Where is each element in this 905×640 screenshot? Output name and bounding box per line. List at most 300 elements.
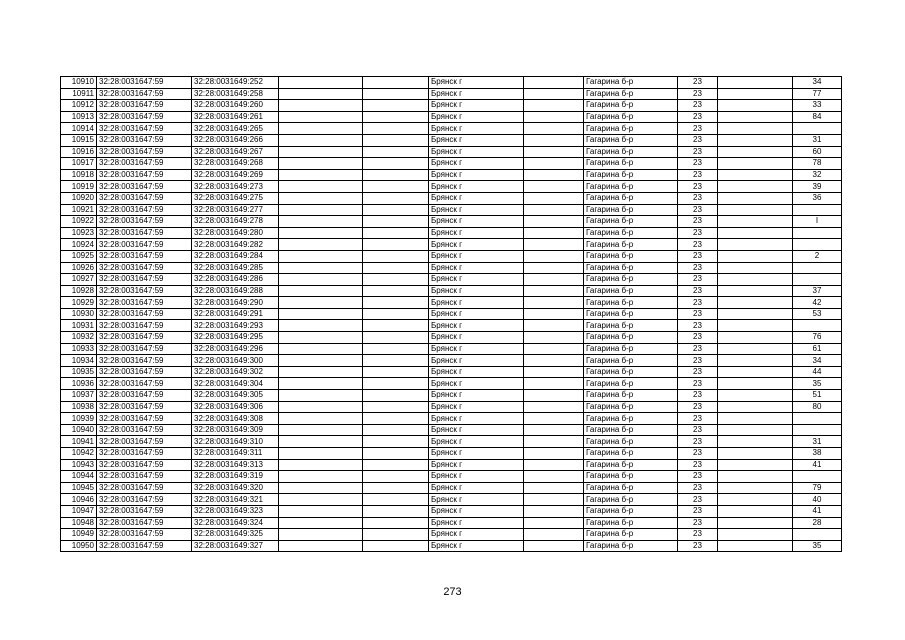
cell-cadastral-number: 32:28:0031649:260	[192, 100, 279, 112]
cell-cadastral-number: 32:28:0031649:291	[192, 308, 279, 320]
cell-empty	[524, 274, 584, 286]
table-row	[61, 424, 842, 436]
cell-empty	[524, 262, 584, 274]
cell-house: 23	[678, 471, 718, 483]
table-row	[61, 274, 842, 286]
cell-empty	[363, 77, 429, 89]
cell-city: Брянск г	[429, 204, 524, 216]
cell-empty	[718, 424, 793, 436]
cell-street: Гагарина б-р	[584, 285, 678, 297]
cell-empty	[524, 448, 584, 460]
cell-house: 23	[678, 297, 718, 309]
cell-empty	[718, 274, 793, 286]
cell-empty	[524, 320, 584, 332]
cell-empty	[524, 471, 584, 483]
cell-apartment	[793, 239, 842, 251]
cell-row-number: 10946	[61, 494, 97, 506]
cell-empty	[718, 471, 793, 483]
cell-street: Гагарина б-р	[584, 390, 678, 402]
cell-cadastral-block: 32:28:0031647:59	[97, 471, 192, 483]
table-row	[61, 366, 842, 378]
cell-row-number: 10911	[61, 88, 97, 100]
table-row	[61, 88, 842, 100]
cell-empty	[524, 77, 584, 89]
cell-house: 23	[678, 204, 718, 216]
cell-apartment	[793, 262, 842, 274]
cell-empty	[363, 250, 429, 262]
table-body	[61, 77, 842, 552]
cell-city: Брянск г	[429, 111, 524, 123]
cell-empty	[524, 366, 584, 378]
cell-street: Гагарина б-р	[584, 192, 678, 204]
cell-empty	[363, 169, 429, 181]
cell-street: Гагарина б-р	[584, 204, 678, 216]
cell-row-number: 10939	[61, 413, 97, 425]
cell-empty	[279, 332, 363, 344]
cell-street: Гагарина б-р	[584, 401, 678, 413]
cell-empty	[279, 517, 363, 529]
cell-apartment: 78	[793, 158, 842, 170]
cell-empty	[363, 285, 429, 297]
cell-empty	[279, 111, 363, 123]
cell-city: Брянск г	[429, 274, 524, 286]
cell-cadastral-number: 32:28:0031649:302	[192, 366, 279, 378]
table-row	[61, 517, 842, 529]
cell-house: 23	[678, 250, 718, 262]
cell-empty	[718, 505, 793, 517]
cell-empty	[524, 332, 584, 344]
cell-street: Гагарина б-р	[584, 250, 678, 262]
cell-city: Брянск г	[429, 343, 524, 355]
cell-street: Гагарина б-р	[584, 111, 678, 123]
table-row	[61, 262, 842, 274]
cell-empty	[718, 332, 793, 344]
cell-empty	[279, 123, 363, 135]
cell-cadastral-block: 32:28:0031647:59	[97, 134, 192, 146]
table-row	[61, 297, 842, 309]
cell-city: Брянск г	[429, 169, 524, 181]
cell-empty	[718, 494, 793, 506]
cell-apartment: 79	[793, 482, 842, 494]
cell-empty	[718, 158, 793, 170]
cell-empty	[718, 227, 793, 239]
cell-city: Брянск г	[429, 413, 524, 425]
cell-empty	[524, 482, 584, 494]
cell-empty	[718, 123, 793, 135]
table-row	[61, 390, 842, 402]
cell-empty	[363, 413, 429, 425]
cell-city: Брянск г	[429, 378, 524, 390]
cell-apartment	[793, 123, 842, 135]
cell-apartment: 53	[793, 308, 842, 320]
cell-apartment: 34	[793, 77, 842, 89]
cell-house: 23	[678, 308, 718, 320]
cell-empty	[363, 505, 429, 517]
cell-street: Гагарина б-р	[584, 100, 678, 112]
cell-empty	[279, 204, 363, 216]
cell-empty	[524, 401, 584, 413]
cell-cadastral-block: 32:28:0031647:59	[97, 100, 192, 112]
cell-empty	[279, 494, 363, 506]
cell-empty	[718, 401, 793, 413]
cell-empty	[363, 297, 429, 309]
cell-street: Гагарина б-р	[584, 529, 678, 541]
cell-cadastral-number: 32:28:0031649:288	[192, 285, 279, 297]
cell-city: Брянск г	[429, 192, 524, 204]
cell-house: 23	[678, 134, 718, 146]
cell-empty	[279, 471, 363, 483]
cell-house: 23	[678, 262, 718, 274]
table-row	[61, 320, 842, 332]
cell-empty	[279, 250, 363, 262]
cell-empty	[363, 204, 429, 216]
cell-empty	[718, 517, 793, 529]
cell-cadastral-block: 32:28:0031647:59	[97, 88, 192, 100]
cell-empty	[524, 436, 584, 448]
cell-cadastral-block: 32:28:0031647:59	[97, 505, 192, 517]
cell-empty	[718, 308, 793, 320]
cell-city: Брянск г	[429, 448, 524, 460]
cell-empty	[718, 436, 793, 448]
cell-row-number: 10923	[61, 227, 97, 239]
cell-cadastral-number: 32:28:0031649:277	[192, 204, 279, 216]
cell-empty	[524, 285, 584, 297]
cell-house: 23	[678, 181, 718, 193]
cell-empty	[363, 123, 429, 135]
cell-city: Брянск г	[429, 216, 524, 228]
cell-street: Гагарина б-р	[584, 262, 678, 274]
cell-house: 23	[678, 540, 718, 552]
cell-cadastral-block: 32:28:0031647:59	[97, 77, 192, 89]
cell-apartment: 35	[793, 378, 842, 390]
cell-cadastral-number: 32:28:0031649:258	[192, 88, 279, 100]
cell-city: Брянск г	[429, 285, 524, 297]
cell-empty	[279, 274, 363, 286]
cell-city: Брянск г	[429, 505, 524, 517]
cell-row-number: 10945	[61, 482, 97, 494]
cell-row-number: 10933	[61, 343, 97, 355]
cell-row-number: 10924	[61, 239, 97, 251]
table-row	[61, 355, 842, 367]
cell-row-number: 10949	[61, 529, 97, 541]
cell-street: Гагарина б-р	[584, 355, 678, 367]
cell-empty	[524, 181, 584, 193]
cell-cadastral-number: 32:28:0031649:309	[192, 424, 279, 436]
cell-row-number: 10916	[61, 146, 97, 158]
cell-empty	[363, 482, 429, 494]
table-row	[61, 146, 842, 158]
cell-street: Гагарина б-р	[584, 146, 678, 158]
cell-empty	[363, 239, 429, 251]
cell-cadastral-number: 32:28:0031649:269	[192, 169, 279, 181]
cell-house: 23	[678, 239, 718, 251]
cell-cadastral-number: 32:28:0031649:266	[192, 134, 279, 146]
cell-house: 23	[678, 505, 718, 517]
cell-row-number: 10925	[61, 250, 97, 262]
cell-empty	[363, 134, 429, 146]
table-row	[61, 401, 842, 413]
cell-apartment: 76	[793, 332, 842, 344]
table-row	[61, 158, 842, 170]
cell-row-number: 10932	[61, 332, 97, 344]
cell-empty	[279, 134, 363, 146]
cell-city: Брянск г	[429, 459, 524, 471]
cell-cadastral-number: 32:28:0031649:295	[192, 332, 279, 344]
cell-house: 23	[678, 459, 718, 471]
cell-apartment: 41	[793, 459, 842, 471]
cell-cadastral-block: 32:28:0031647:59	[97, 540, 192, 552]
cell-empty	[279, 169, 363, 181]
cell-city: Брянск г	[429, 100, 524, 112]
cell-city: Брянск г	[429, 181, 524, 193]
cell-street: Гагарина б-р	[584, 216, 678, 228]
cell-cadastral-block: 32:28:0031647:59	[97, 401, 192, 413]
table-row	[61, 250, 842, 262]
cell-empty	[718, 100, 793, 112]
cell-empty	[524, 378, 584, 390]
cell-empty	[718, 540, 793, 552]
cell-empty	[279, 146, 363, 158]
table-row	[61, 111, 842, 123]
cell-house: 23	[678, 413, 718, 425]
cell-empty	[363, 378, 429, 390]
cell-empty	[718, 320, 793, 332]
cell-empty	[279, 540, 363, 552]
cell-apartment	[793, 274, 842, 286]
cell-apartment: 39	[793, 181, 842, 193]
cell-empty	[524, 297, 584, 309]
cell-city: Брянск г	[429, 250, 524, 262]
cell-house: 23	[678, 88, 718, 100]
cell-street: Гагарина б-р	[584, 77, 678, 89]
cell-house: 23	[678, 146, 718, 158]
cell-empty	[363, 366, 429, 378]
cell-row-number: 10926	[61, 262, 97, 274]
cell-apartment: 61	[793, 343, 842, 355]
cell-empty	[363, 192, 429, 204]
cell-empty	[279, 459, 363, 471]
cell-city: Брянск г	[429, 540, 524, 552]
cell-cadastral-block: 32:28:0031647:59	[97, 482, 192, 494]
cell-empty	[718, 355, 793, 367]
cell-city: Брянск г	[429, 146, 524, 158]
cell-street: Гагарина б-р	[584, 482, 678, 494]
cell-house: 23	[678, 355, 718, 367]
cell-empty	[524, 134, 584, 146]
cell-row-number: 10934	[61, 355, 97, 367]
table-row	[61, 181, 842, 193]
cell-street: Гагарина б-р	[584, 366, 678, 378]
cell-empty	[524, 250, 584, 262]
cell-street: Гагарина б-р	[584, 540, 678, 552]
cell-row-number: 10910	[61, 77, 97, 89]
cell-house: 23	[678, 285, 718, 297]
cell-empty	[279, 320, 363, 332]
cell-apartment: I	[793, 216, 842, 228]
cell-empty	[279, 216, 363, 228]
cell-cadastral-number: 32:28:0031649:261	[192, 111, 279, 123]
table-row	[61, 285, 842, 297]
cell-street: Гагарина б-р	[584, 505, 678, 517]
cell-empty	[524, 343, 584, 355]
cell-apartment: 35	[793, 540, 842, 552]
cell-empty	[524, 540, 584, 552]
cell-city: Брянск г	[429, 436, 524, 448]
cell-empty	[363, 227, 429, 239]
cell-apartment	[793, 227, 842, 239]
cell-empty	[279, 413, 363, 425]
cell-cadastral-number: 32:28:0031649:320	[192, 482, 279, 494]
cell-empty	[279, 308, 363, 320]
cell-cadastral-block: 32:28:0031647:59	[97, 343, 192, 355]
cell-cadastral-number: 32:28:0031649:280	[192, 227, 279, 239]
cell-city: Брянск г	[429, 424, 524, 436]
cell-empty	[718, 88, 793, 100]
cell-cadastral-block: 32:28:0031647:59	[97, 297, 192, 309]
cell-empty	[718, 216, 793, 228]
table-row	[61, 169, 842, 181]
cell-row-number: 10930	[61, 308, 97, 320]
cell-row-number: 10918	[61, 169, 97, 181]
cell-street: Гагарина б-р	[584, 297, 678, 309]
cell-empty	[363, 517, 429, 529]
table-row	[61, 239, 842, 251]
cell-cadastral-number: 32:28:0031649:311	[192, 448, 279, 460]
cell-house: 23	[678, 366, 718, 378]
cell-city: Брянск г	[429, 390, 524, 402]
cell-city: Брянск г	[429, 262, 524, 274]
cell-cadastral-number: 32:28:0031649:293	[192, 320, 279, 332]
cell-apartment	[793, 529, 842, 541]
cell-empty	[279, 158, 363, 170]
cell-cadastral-block: 32:28:0031647:59	[97, 239, 192, 251]
cell-empty	[363, 471, 429, 483]
cell-empty	[279, 285, 363, 297]
cell-row-number: 10950	[61, 540, 97, 552]
cell-street: Гагарина б-р	[584, 158, 678, 170]
cell-apartment: 42	[793, 297, 842, 309]
cell-city: Брянск г	[429, 332, 524, 344]
table-row	[61, 505, 842, 517]
cell-empty	[524, 204, 584, 216]
cell-empty	[718, 250, 793, 262]
cell-cadastral-block: 32:28:0031647:59	[97, 285, 192, 297]
cell-apartment	[793, 204, 842, 216]
cell-house: 23	[678, 100, 718, 112]
cell-apartment: 31	[793, 134, 842, 146]
cell-row-number: 10929	[61, 297, 97, 309]
cell-empty	[718, 204, 793, 216]
cell-empty	[524, 390, 584, 402]
cell-empty	[363, 111, 429, 123]
cell-cadastral-number: 32:28:0031649:310	[192, 436, 279, 448]
cell-empty	[363, 436, 429, 448]
cell-empty	[279, 482, 363, 494]
cell-empty	[279, 529, 363, 541]
cell-empty	[524, 88, 584, 100]
cell-house: 23	[678, 158, 718, 170]
cell-empty	[363, 100, 429, 112]
cell-empty	[363, 146, 429, 158]
cell-street: Гагарина б-р	[584, 181, 678, 193]
cell-empty	[718, 378, 793, 390]
cell-street: Гагарина б-р	[584, 459, 678, 471]
cell-cadastral-number: 32:28:0031649:321	[192, 494, 279, 506]
cell-row-number: 10940	[61, 424, 97, 436]
cell-empty	[718, 77, 793, 89]
cell-cadastral-number: 32:28:0031649:305	[192, 390, 279, 402]
table-row	[61, 216, 842, 228]
cell-row-number: 10921	[61, 204, 97, 216]
cell-empty	[524, 123, 584, 135]
cell-cadastral-block: 32:28:0031647:59	[97, 204, 192, 216]
cell-street: Гагарина б-р	[584, 332, 678, 344]
cell-empty	[279, 355, 363, 367]
cell-empty	[279, 343, 363, 355]
cell-city: Брянск г	[429, 158, 524, 170]
cell-street: Гагарина б-р	[584, 494, 678, 506]
cell-apartment: 34	[793, 355, 842, 367]
cell-empty	[718, 181, 793, 193]
cell-empty	[363, 343, 429, 355]
cell-cadastral-block: 32:28:0031647:59	[97, 436, 192, 448]
cell-cadastral-block: 32:28:0031647:59	[97, 216, 192, 228]
cell-cadastral-number: 32:28:0031649:278	[192, 216, 279, 228]
cell-cadastral-block: 32:28:0031647:59	[97, 181, 192, 193]
cell-city: Брянск г	[429, 320, 524, 332]
cell-empty	[279, 181, 363, 193]
table-row	[61, 529, 842, 541]
cell-cadastral-block: 32:28:0031647:59	[97, 227, 192, 239]
cell-cadastral-number: 32:28:0031649:286	[192, 274, 279, 286]
cell-row-number: 10937	[61, 390, 97, 402]
cell-city: Брянск г	[429, 482, 524, 494]
cell-cadastral-block: 32:28:0031647:59	[97, 169, 192, 181]
cell-empty	[279, 262, 363, 274]
cell-apartment: 28	[793, 517, 842, 529]
cell-city: Брянск г	[429, 239, 524, 251]
cell-cadastral-block: 32:28:0031647:59	[97, 390, 192, 402]
cell-house: 23	[678, 529, 718, 541]
cell-empty	[363, 332, 429, 344]
cell-row-number: 10917	[61, 158, 97, 170]
cell-empty	[524, 100, 584, 112]
cell-row-number: 10912	[61, 100, 97, 112]
cell-empty	[524, 111, 584, 123]
cell-cadastral-block: 32:28:0031647:59	[97, 123, 192, 135]
cell-row-number: 10944	[61, 471, 97, 483]
cell-empty	[363, 448, 429, 460]
table-row	[61, 540, 842, 552]
cell-empty	[524, 192, 584, 204]
cell-empty	[279, 192, 363, 204]
table-row	[61, 227, 842, 239]
cell-house: 23	[678, 343, 718, 355]
cell-row-number: 10947	[61, 505, 97, 517]
cell-row-number: 10931	[61, 320, 97, 332]
cell-apartment	[793, 320, 842, 332]
cell-cadastral-block: 32:28:0031647:59	[97, 378, 192, 390]
cell-apartment: 32	[793, 169, 842, 181]
cell-city: Брянск г	[429, 517, 524, 529]
cell-cadastral-block: 32:28:0031647:59	[97, 366, 192, 378]
cell-row-number: 10920	[61, 192, 97, 204]
cell-apartment: 60	[793, 146, 842, 158]
cell-cadastral-number: 32:28:0031649:325	[192, 529, 279, 541]
cell-apartment: 77	[793, 88, 842, 100]
table-row	[61, 448, 842, 460]
cell-street: Гагарина б-р	[584, 308, 678, 320]
